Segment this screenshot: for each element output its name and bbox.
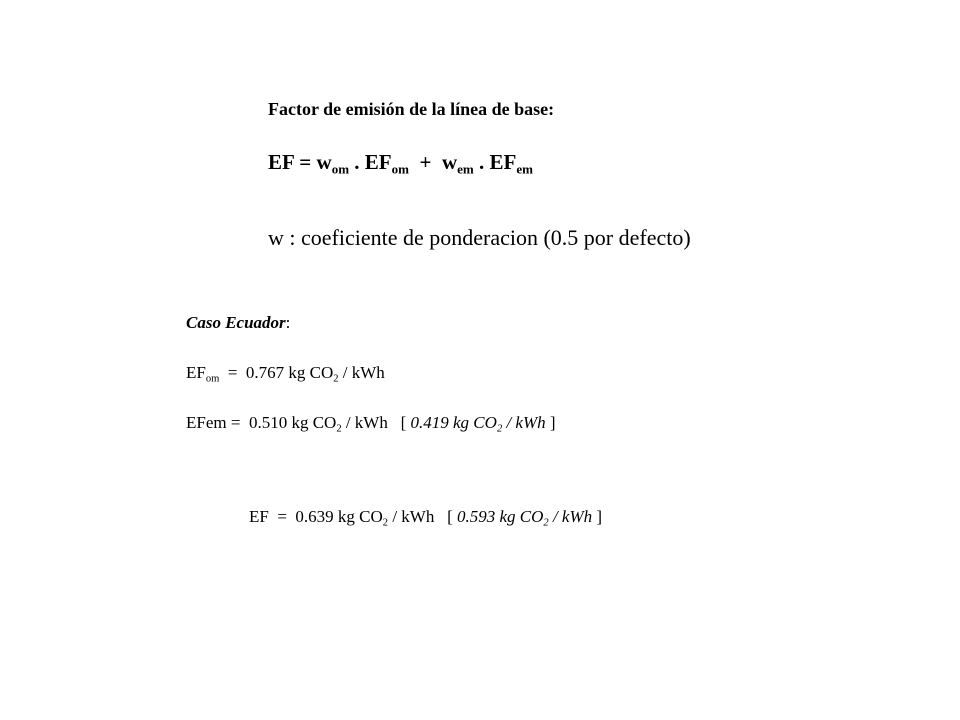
formula-ef-om-sub: om	[391, 161, 409, 177]
ef-result-unit: / kWh [	[388, 507, 457, 526]
ef-om-co2-sub: 2	[333, 373, 339, 385]
ef-result-co2-sub: 2	[382, 517, 389, 529]
ef-em-alt-unit: / kWh	[502, 413, 546, 432]
ef-result-close: ]	[592, 507, 603, 526]
ef-em-co2-sub: 2	[336, 423, 342, 435]
ef-result-label-value: EF = 0.639 kg CO	[249, 507, 383, 526]
ef-om-value: = 0.767 kg CO	[219, 363, 334, 382]
ef-om-label-sub: om	[205, 373, 220, 385]
ef-em-unit: / kWh [	[341, 413, 411, 432]
ef-result-alt-value: 0.593 kg CO	[457, 507, 544, 526]
ef-om-line	[186, 363, 385, 385]
formula-dot2: . EF	[473, 150, 517, 174]
formula-plus: + w	[409, 150, 458, 174]
baseline-emission-heading: Factor de emisión de la línea de base:	[268, 99, 555, 119]
formula-w-om-sub: om	[331, 161, 350, 177]
formula-ef: EF = w	[268, 150, 332, 174]
ef-result-alt-unit: / kWh	[548, 507, 593, 526]
weight-definition: w : coeficiente de ponderacion (0.5 por defecto)	[268, 225, 691, 250]
formula-dot1: . EF	[349, 150, 392, 174]
ef-om-label: EF	[186, 363, 206, 382]
ef-em-alt-co2-sub: 2	[496, 423, 503, 435]
case-title	[186, 314, 290, 331]
ef-em-alt-value: 0.419 kg CO	[410, 413, 497, 432]
ef-result-line	[249, 507, 603, 529]
case-title-text: Caso Ecuador	[186, 313, 286, 332]
ef-om-unit: / kWh	[338, 363, 385, 382]
ef-em-close: ]	[545, 413, 556, 432]
ef-em-label-value: EFem = 0.510 kg CO	[186, 413, 337, 432]
ef-result-alt-co2-sub: 2	[543, 517, 549, 529]
formula-w-em-sub: em	[457, 161, 474, 177]
formula-ef-em-sub: em	[516, 161, 533, 177]
emission-factor-formula	[268, 150, 533, 177]
ef-em-line	[186, 413, 556, 435]
case-title-colon: :	[285, 313, 291, 332]
